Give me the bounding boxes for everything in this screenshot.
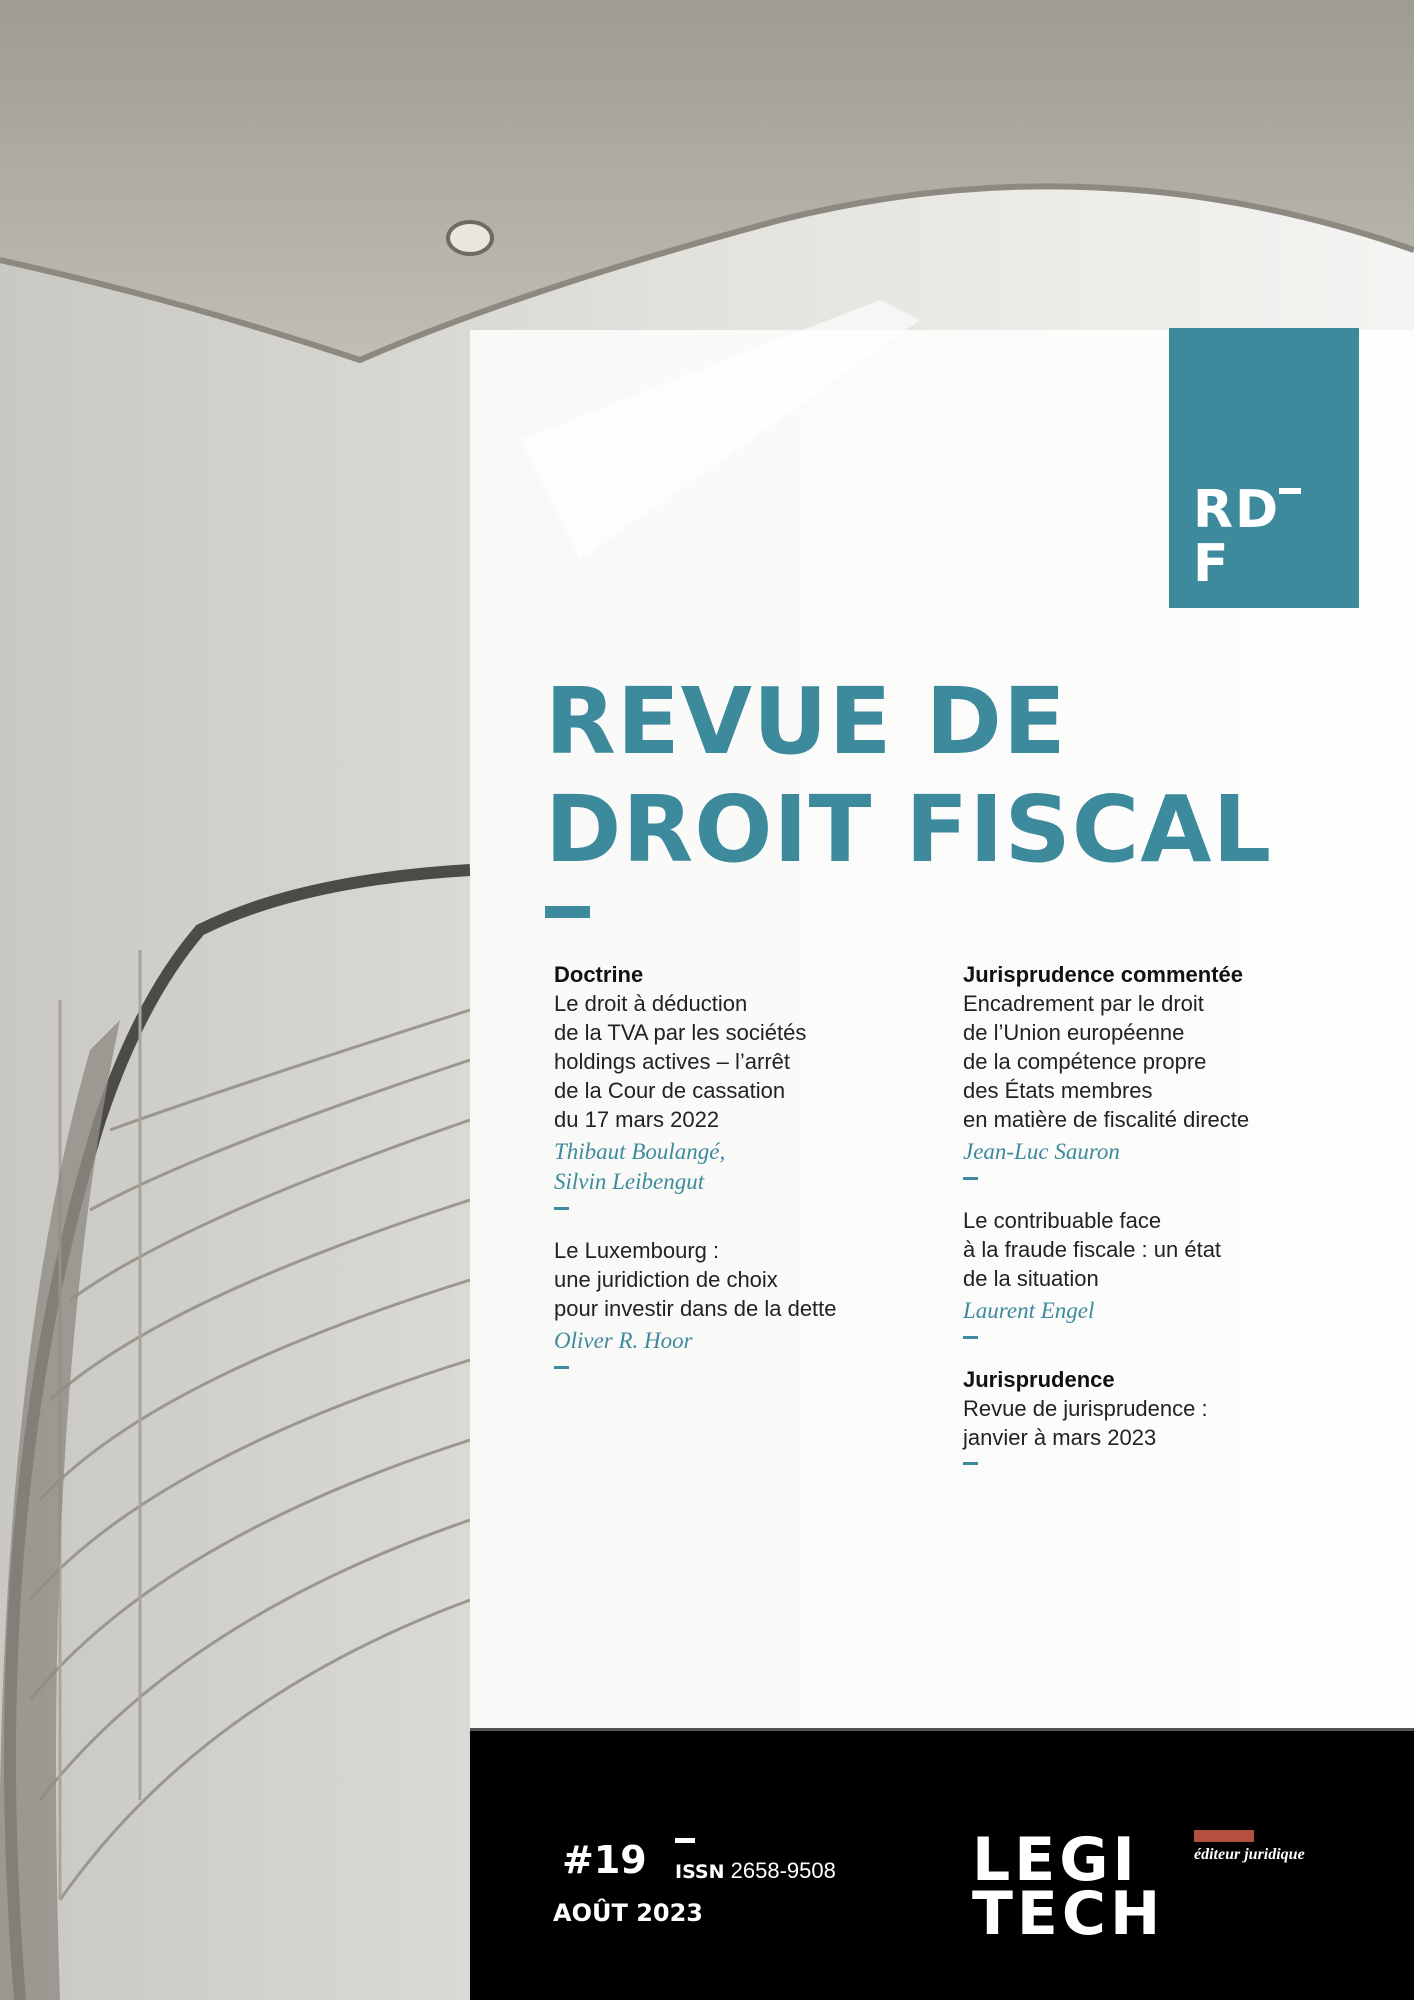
toc-right-column bbox=[963, 960, 1383, 1491]
logo-letter-r: R bbox=[1193, 480, 1234, 540]
title-line-2: DROIT FISCAL bbox=[545, 776, 1273, 883]
issn-label: ISSN bbox=[675, 1861, 725, 1883]
rdf-logo bbox=[1169, 328, 1359, 608]
issue-date: AOÛT 2023 bbox=[553, 1899, 703, 1927]
publisher-logo-line-2: TECH bbox=[972, 1879, 1165, 1949]
toc-separator bbox=[554, 1366, 569, 1369]
logo-letter-d: D bbox=[1235, 480, 1279, 540]
publisher-accent-bar bbox=[1194, 1830, 1254, 1842]
publisher-logo-line-1: LEGI bbox=[972, 1825, 1139, 1895]
issn bbox=[675, 1856, 836, 1887]
footer-band bbox=[470, 1728, 1414, 2000]
toc-entry bbox=[554, 1236, 924, 1369]
toc-separator bbox=[963, 1336, 978, 1339]
toc-section-heading: Jurisprudence bbox=[963, 1367, 1115, 1392]
toc-entry bbox=[554, 960, 924, 1210]
publisher-logo bbox=[972, 1808, 1392, 1948]
issn-dash bbox=[675, 1838, 695, 1843]
title-line-1: REVUE DE bbox=[545, 668, 1067, 775]
toc-separator bbox=[554, 1207, 569, 1210]
issn-number: 2658-9508 bbox=[730, 1858, 836, 1883]
toc-article-title: Le contribuable face à la fraude fiscale : un état de la situation bbox=[963, 1208, 1222, 1291]
toc-article-title: Le Luxembourg : une juridiction de choix pour investir dans de la dette bbox=[554, 1238, 837, 1321]
toc-section-heading: Jurisprudence commentée bbox=[963, 962, 1243, 987]
toc-article-title: Revue de jurisprudence : janvier à mars 2023 bbox=[963, 1396, 1208, 1450]
toc-authors: Laurent Engel bbox=[963, 1298, 1095, 1323]
toc-section-heading: Doctrine bbox=[554, 962, 644, 987]
footer-divider bbox=[470, 1728, 1414, 1731]
toc-authors: Jean-Luc Sauron bbox=[963, 1139, 1120, 1164]
publisher-tagline: éditeur juridique bbox=[1194, 1846, 1305, 1863]
toc-authors: Oliver R. Hoor bbox=[554, 1328, 693, 1353]
toc-left-column bbox=[554, 960, 924, 1395]
issue-number: #19 bbox=[562, 1838, 647, 1882]
toc-entry bbox=[963, 960, 1383, 1180]
journal-title bbox=[545, 668, 1375, 884]
toc-article-title: Encadrement par le droit de l’Union européenne de la compétence propre des États membres en matière de fiscalité directe bbox=[963, 991, 1250, 1132]
toc-separator bbox=[963, 1462, 978, 1465]
title-accent-bar bbox=[545, 906, 590, 918]
toc-article-title: Le droit à déduction de la TVA par les sociétés holdings actives – l’arrêt de la Cour de cassation du 17 mars 2022 bbox=[554, 991, 807, 1132]
toc-entry bbox=[963, 1365, 1383, 1465]
toc-entry bbox=[963, 1206, 1383, 1339]
logo-letter-f: F bbox=[1193, 534, 1229, 594]
toc-separator bbox=[963, 1177, 978, 1180]
logo-dash bbox=[1279, 488, 1301, 494]
toc-authors: Thibaut Boulangé, Silvin Leibengut bbox=[554, 1139, 726, 1194]
